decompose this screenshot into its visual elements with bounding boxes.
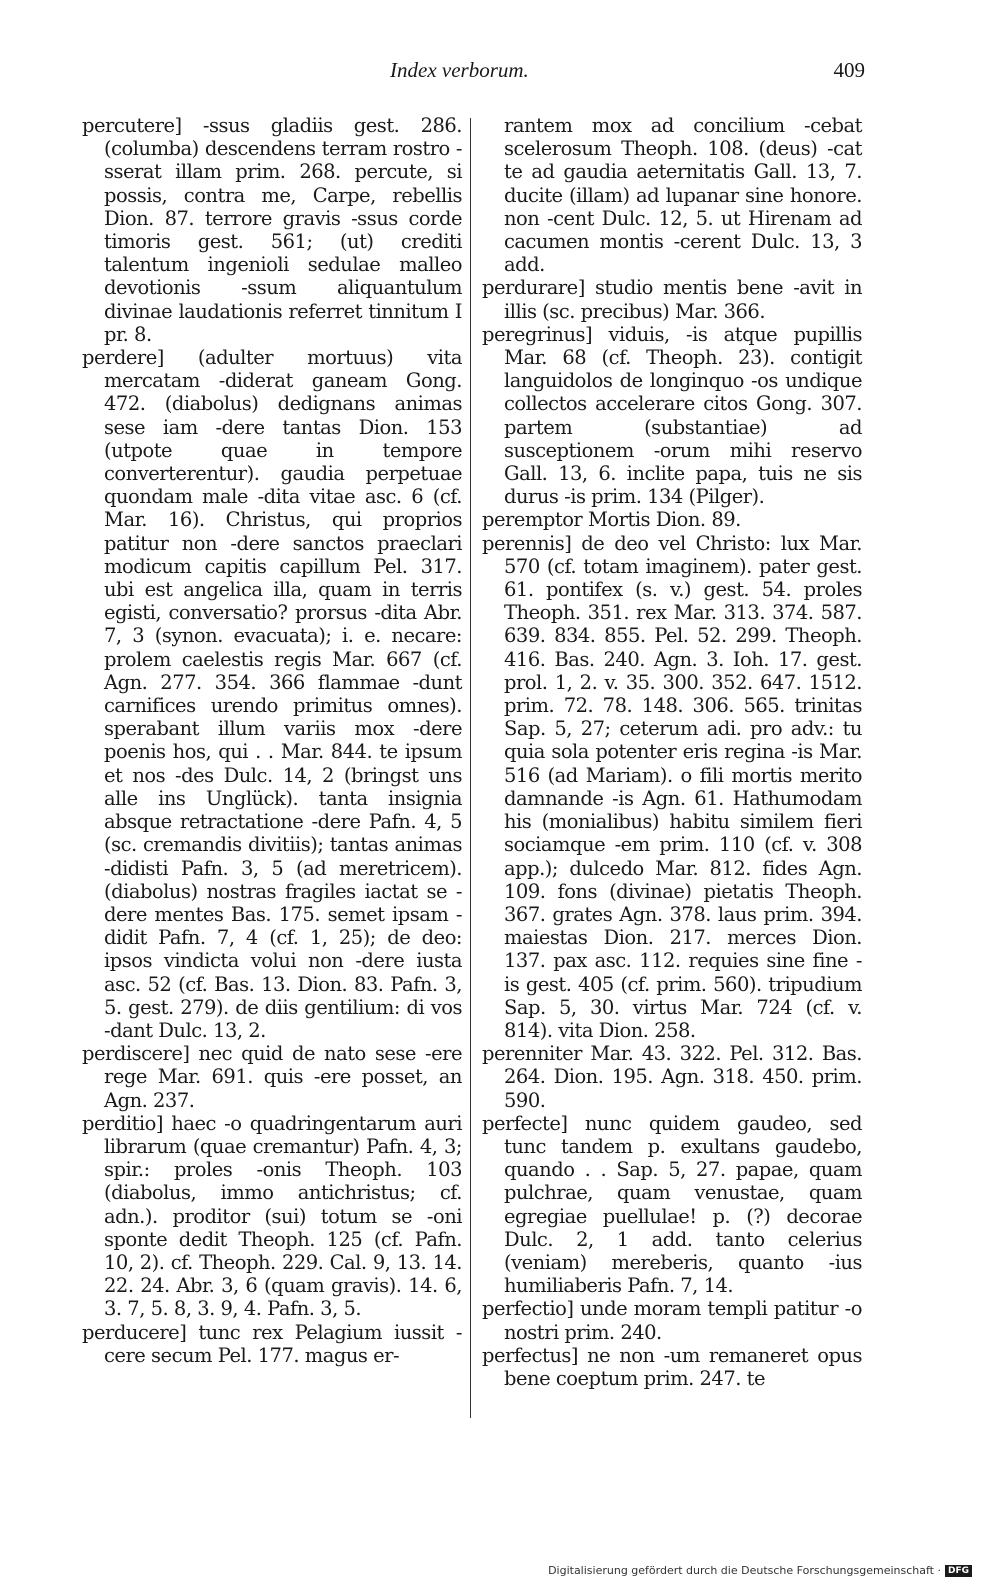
index-entry-peremptor: peremptor Mortis Dion. 89. xyxy=(482,508,741,532)
index-entry-perfectus: perfectus] ne non -um remaneret opus bene coeptum prim. 247. te xyxy=(482,1343,862,1390)
index-entry-perfecte: perfecte] nunc quidem gaudeo, sed tunc tandem p. exultans gaudebo, quando . . Sap. 5, 27. papae, quam pulchrae, quam venustae, quam egregiae puellulae! p. (?) decorae Dulc. 2, 1 add. tanto celerius (veniam) mereberis, quanto -ius humiliaberis Pafn. 7, 14. xyxy=(482,1111,862,1298)
page-number: 409 xyxy=(833,58,865,82)
running-title: Index verborum. xyxy=(390,58,529,82)
index-entry-continuation: rantem mox ad concilium -cebat scelerosum Theoph. 108. (deus) -cat te ad gaudia aeternitatis Gall. 13, 7. ducite (illam) ad lupanar sine honore. non -cent Dulc. 12, 5. ut Hirenam ad cacumen montis -cerent Dulc. 13, 3 add. xyxy=(504,114,862,277)
left-column xyxy=(82,114,462,1367)
index-entry-perenniter: perenniter Mar. 43. 322. Pel. 312. Bas. 264. Dion. 195. Agn. 318. 450. prim. 590. xyxy=(482,1042,862,1112)
right-column xyxy=(482,114,862,1390)
dfg-logo: DFG xyxy=(945,1565,972,1577)
index-entry-percutere: percutere] -ssus gladiis gest. 286. (columba) descendens terram rostro -sserat illam prim. 268. percute, si possis, contra me, Carpe, rebellis Dion. 87. terrore gravis -ssus corde timoris gest. 561; (ut) crediti talentum ingenioli sedulae malleo devotionis -ssum aliquantulum divinae laudationis referret tinnitum I pr. 8. xyxy=(82,114,462,346)
index-entry-perdere: perdere] (adulter mortuus) vita mercatam -diderat ganeam Gong. 472. (diabolus) dedignans animas sese iam -dere tantas Dion. 153 (utpote quae in tempore converterentur). gaudia perpetuae quondam male -dita vitae asc. 6 (cf. Mar. 16). Christus, qui proprios patitur non -dere sanctos praeclari modicum capitis capillum Pel. 317. ubi est angelica illa, quam in terris egisti, conversatio? prorsus -dita Abr. 7, 3 (synon. evacuata); i. e. necare: prolem caelestis regis Mar. 667 (cf. Agn. 277. 354. 366 flammae -dunt carnifices urendo primitus omnes). sperabant illum variis mox -dere poenis hos, qui . . Mar. 844. te ipsum et nos -des Dulc. 14, 2 (bringst uns alle ins Unglück). tanta insignia absque retractatione -dere Pafn. 4, 5 (sc. cremandis divitiis); tantas animas -didisti Pafn. 3, 5 (ad meretricem). (diabolus) nostras fragiles iactat se -dere mentes Bas. 175. semet ipsam -didit Pafn. 7, 4 (cf. 1, 25); de deo: ipsos vindicta volui non -dere iusta asc. 52 (cf. Bas. 13. Dion. 83. Pafn. 3, 5. gest. 279). de diis gentilium: di vos -dant Dulc. 13, 2. xyxy=(82,346,462,1042)
index-entry-perfectio: perfectio] unde moram templi patitur -o nostri prim. 240. xyxy=(482,1297,862,1344)
index-entry-perditio: perditio] haec -o quadringentarum auri librarum (quae cremantur) Pafn. 4, 3; spir.: proles -onis Theoph. 103 (diabolus, immo antichristus; cf. adn.). proditor (sui) totum se -oni sponte dedit Theoph. 125 (cf. Pafn. 10, 2). cf. Theoph. 229. Cal. 9, 13. 14. 22. 24. Abr. 3, 6 (quam gravis). 14. 6, 3. 7, 5. 8, 3. 9, 4. Pafn. 3, 5. xyxy=(82,1111,462,1321)
index-entry-perennis: perennis] de deo vel Christo: lux Mar. 570 (cf. totam imaginem). pater gest. 61. pontifex (s. v.) gest. 54. proles Theoph. 351. rex Mar. 313. 374. 587. 639. 834. 855. Pel. 52. 299. Theoph. 416. Bas. 240. Agn. 3. Ioh. 17. gest. prol. 1, 2. v. 35. 300. 352. 647. 1512. prim. 72. 78. 148. 306. 565. trinitas Sap. 5, 27; ceterum adi. pro adv.: tu quia sola potenter eris regina -is Mar. 516 (ad Mariam). o fili mortis merito damnande -is Agn. 61. Hathumodam his (monialibus) habitu similem fieri sociamque -em prim. 110 (cf. v. 308 app.); dulcedo Mar. 812. fides Agn. 109. fons (divinae) pietatis Theoph. 367. grates Agn. 378. laus prim. 394. maiestas Dion. 217. merces Dion. 137. pax asc. 112. requies sine fine -is gest. 405 (cf. prim. 560). tripudium Sap. 5, 30. virtus Mar. 724 (cf. v. 814). vita Dion. 258. xyxy=(482,531,862,1042)
credit-text: Digitalisierung gefördert durch die Deutsche Forschungsgemeinschaft · xyxy=(548,1564,941,1577)
column-divider xyxy=(470,118,471,1418)
page-header xyxy=(100,58,875,90)
index-entry-perducere: perducere] tunc rex Pelagium iussit -cere secum Pel. 177. magus er- xyxy=(82,1320,462,1367)
index-entry-perdurare: perdurare] studio mentis bene -avit in illis (sc. precibus) Mar. 366. xyxy=(482,276,862,323)
index-entry-peregrinus: peregrinus] viduis, -is atque pupillis Mar. 68 (cf. Theoph. 23). contigit languidolos de longinquo -os undique collectos accelerare citos Gong. 307. partem (substantiae) ad susceptionem -orum mihi reservo Gall. 13, 6. inclite papa, tuis ne sis durus -is prim. 134 (Pilger). xyxy=(482,322,862,509)
digitization-credit xyxy=(548,1564,972,1577)
index-entry-perdiscere: perdiscere] nec quid de nato sese -ere rege Mar. 691. quis -ere posset, an Agn. 237. xyxy=(82,1042,462,1112)
